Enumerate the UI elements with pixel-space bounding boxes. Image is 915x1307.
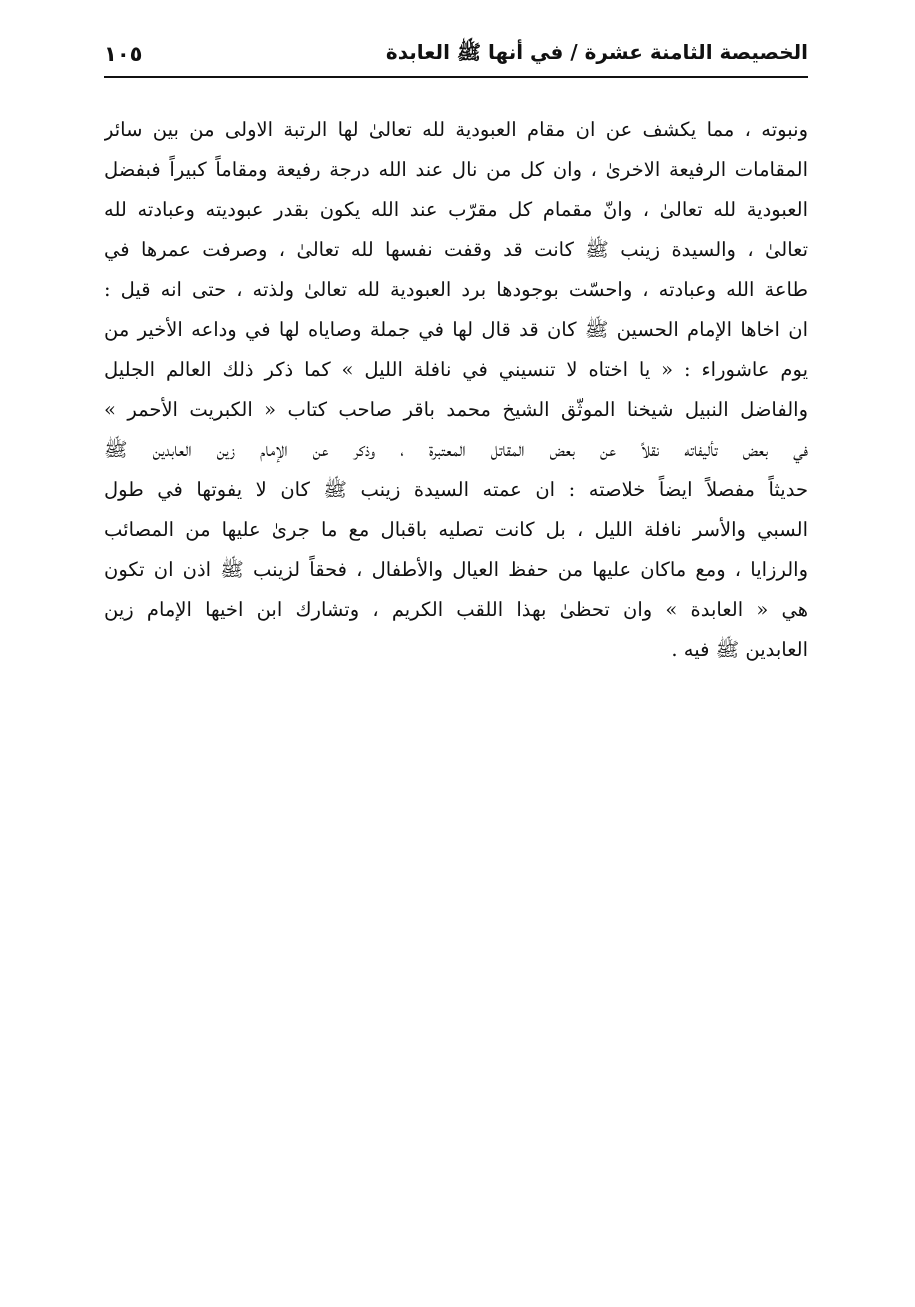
text-line: ونبوته ، مما يكشف عن ان مقام العبودية لله تعالىٰ لها الرتبة الاولى من بين سائر [104, 118, 808, 141]
text-line: حديثاً مفصلاً ايضاً خلاصته : ان عمته السيدة زينب ﷺ كان لا يفوتها في طول [104, 478, 808, 501]
text-line: المقامات الرفيعة الاخرىٰ ، وان كل من نال عند الله درجة رفيعة ومقاماً كبيراً فبفضل [104, 158, 808, 181]
text-line: والرزايا ، ومع ماكان عليها من حفظ العيال والأطفال ، فحقاً لزينب ﷺ اذن ان تكون [104, 558, 808, 581]
text-line: هي « العابدة » وان تحظىٰ بهذا اللقب الكريم ، وتشارك ابن اخيها الإمام زين [104, 598, 808, 621]
text-line: العبودية لله تعالىٰ ، وانّ مقمام كل مقرّب عند الله يكون بقدر عبوديته وعبادته لله [104, 198, 808, 221]
text-line: السبي والأسر نافلة الليل ، بل كانت تصليه باقبال مع ما جرىٰ عليها من المصائب [104, 518, 808, 541]
text-line: في بعض تأليفاته نقلاً عن بعض المقاتل المعتبرة ، وذكر عن الإمام زين العابدين ﷺ [104, 438, 808, 461]
text-line: طاعة الله وعبادته ، واحسّت بوجودها برد العبودية لله تعالىٰ ولذته ، حتى انه قيل : [104, 278, 808, 301]
text-line: ان اخاها الإمام الحسين ﷺ كان قد قال لها في جملة وصاياه لها في وداعه الأخير من [104, 318, 808, 341]
text-line: تعالىٰ ، والسيدة زينب ﷺ كانت قد وقفت نفسها لله تعالىٰ ، وصرفت عمرها في [104, 238, 808, 261]
running-header-title: الخصيصة الثامنة عشرة / في أنها ﷺ العابدة [385, 39, 808, 64]
text-line: والفاضل النبيل شيخنا الموثّق الشيخ محمد باقر صاحب كتاب « الكبريت الأحمر » [104, 398, 808, 421]
body-paragraph [104, 110, 808, 670]
text-line: العابدين ﷺ فيه . [671, 638, 808, 661]
page-number: ١٠٥ [104, 42, 143, 66]
text-line: يوم عاشوراء : « يا اختاه لا تنسيني في نافلة الليل » كما ذكر ذلك العالم الجليل [104, 358, 808, 381]
running-header [104, 34, 808, 74]
header-divider [104, 76, 808, 78]
